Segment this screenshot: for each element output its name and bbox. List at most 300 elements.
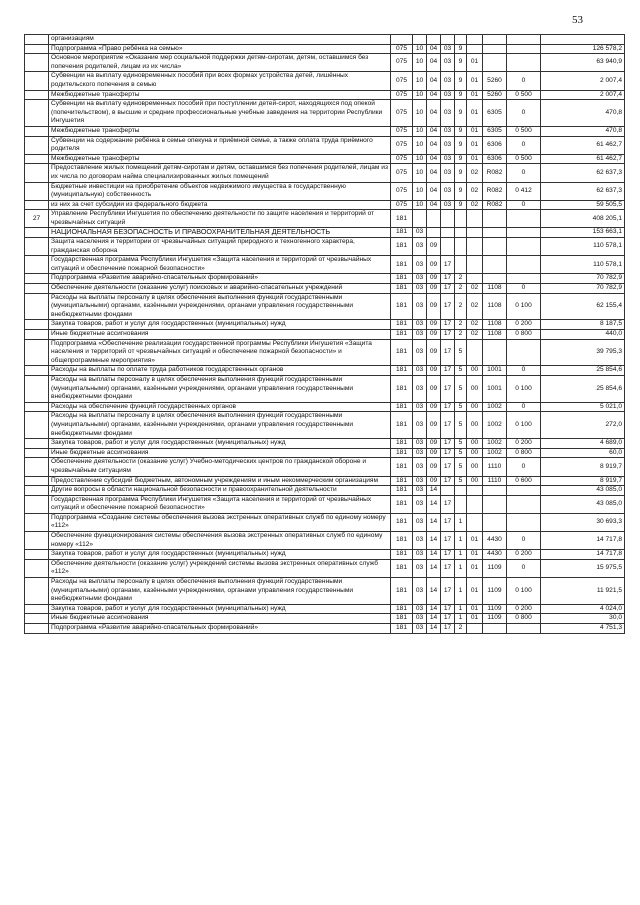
program-code-cell: 17 <box>441 458 455 476</box>
amount-cell: 8 187,5 <box>541 320 625 330</box>
program-code-cell: 17 <box>441 448 455 458</box>
section-code-cell: 10 <box>413 154 427 164</box>
ministry-code-cell: 181 <box>391 559 413 577</box>
direction-code-cell: 1002 <box>483 402 507 412</box>
item-name-cell: Подпрограмма «Право ребёнка на семью» <box>49 44 391 54</box>
item-name-cell: организациям <box>49 35 391 45</box>
direction-code-cell: 4430 <box>483 550 507 560</box>
direction-code-cell: 1109 <box>483 578 507 605</box>
subsection-code-cell: 04 <box>427 126 441 136</box>
row-number-cell <box>25 54 49 72</box>
amount-cell: 110 578,1 <box>541 256 625 274</box>
item-name-cell: Закупка товаров, работ и услуг для государственных (муниципальных) нужд <box>49 439 391 449</box>
subprogram-code-cell: 9 <box>455 126 467 136</box>
program-code-cell: 03 <box>441 200 455 210</box>
item-name-cell: Межбюджетные трансферты <box>49 126 391 136</box>
expense-type-code-cell: 0 <box>507 100 541 127</box>
event-code-cell: 00 <box>467 412 483 439</box>
expense-type-code-cell: 0 100 <box>507 293 541 320</box>
event-code-cell: 01 <box>467 126 483 136</box>
amount-cell: 14 717,8 <box>541 532 625 550</box>
amount-cell: 43 085,0 <box>541 486 625 496</box>
section-code-cell: 03 <box>413 448 427 458</box>
row-number-cell <box>25 164 49 182</box>
table-row <box>25 624 625 634</box>
amount-cell: 43 085,0 <box>541 495 625 513</box>
program-code-cell: 03 <box>441 100 455 127</box>
expense-type-code-cell: 0 <box>507 284 541 294</box>
subprogram-code-cell: 2 <box>455 274 467 284</box>
subsection-code-cell <box>427 228 441 238</box>
expense-type-code-cell <box>507 495 541 513</box>
amount-cell: 25 854,6 <box>541 366 625 376</box>
section-code-cell <box>413 35 427 45</box>
direction-code-cell: 1108 <box>483 320 507 330</box>
item-name-cell: Бюджетные инвестиции на приобретение объектов недвижимого имущества в государственную (муниципальную) собственность <box>49 182 391 200</box>
direction-code-cell: 1109 <box>483 614 507 624</box>
ministry-code-cell: 181 <box>391 293 413 320</box>
item-name-cell: Расходы на выплаты персоналу в целях обеспечения выполнения функций государственными (муниципальными) органами, казёнными учреждениями, органами управления государственными внебюджетными фондами <box>49 375 391 402</box>
amount-cell: 39 795,3 <box>541 339 625 366</box>
row-number-cell <box>25 550 49 560</box>
ministry-code-cell: 181 <box>391 513 413 531</box>
subprogram-code-cell: 5 <box>455 375 467 402</box>
subprogram-code-cell: 2 <box>455 284 467 294</box>
table-row <box>25 182 625 200</box>
section-code-cell: 03 <box>413 439 427 449</box>
ministry-code-cell: 181 <box>391 320 413 330</box>
ministry-code-cell: 181 <box>391 458 413 476</box>
program-code-cell <box>441 228 455 238</box>
amount-cell: 59 505,5 <box>541 200 625 210</box>
row-number-cell <box>25 154 49 164</box>
ministry-code-cell: 181 <box>391 604 413 614</box>
ministry-code-cell: 181 <box>391 274 413 284</box>
table-row <box>25 274 625 284</box>
program-code-cell: 03 <box>441 154 455 164</box>
item-name-cell: Подпрограмма «Развитие аварийно-спасательных формирований» <box>49 624 391 634</box>
event-code-cell: 02 <box>467 200 483 210</box>
ministry-code-cell: 181 <box>391 578 413 605</box>
table-row <box>25 614 625 624</box>
item-name-cell: Подпрограмма «Обеспечение реализации государственной программы Республики Ингушетия «Защита населения и территорий от чрезвычайных ситуаций и обеспечение пожарной безопасности» и общепрограммные мероприятия» <box>49 339 391 366</box>
amount-cell: 14 717,8 <box>541 550 625 560</box>
expense-type-code-cell: 0 100 <box>507 375 541 402</box>
item-name-cell: Государственная программа Республики Ингушетия «Защита населения и территорий от чрезвычайных ситуаций и обеспечение пожарной безопасности» <box>49 495 391 513</box>
direction-code-cell <box>483 238 507 256</box>
ministry-code-cell: 181 <box>391 210 413 228</box>
amount-cell: 4 024,0 <box>541 604 625 614</box>
event-code-cell <box>467 513 483 531</box>
ministry-code-cell: 075 <box>391 154 413 164</box>
row-number-cell <box>25 136 49 154</box>
direction-code-cell: 1108 <box>483 284 507 294</box>
subprogram-code-cell: 9 <box>455 182 467 200</box>
subprogram-code-cell: 9 <box>455 164 467 182</box>
direction-code-cell <box>483 274 507 284</box>
direction-code-cell: 1108 <box>483 330 507 340</box>
direction-code-cell: 1109 <box>483 559 507 577</box>
row-number-cell <box>25 182 49 200</box>
event-code-cell: 01 <box>467 550 483 560</box>
row-number-cell <box>25 402 49 412</box>
ministry-code-cell: 075 <box>391 136 413 154</box>
row-number-cell <box>25 339 49 366</box>
row-number-cell <box>25 256 49 274</box>
section-code-cell: 03 <box>413 532 427 550</box>
row-number-cell <box>25 559 49 577</box>
row-number-cell <box>25 513 49 531</box>
program-code-cell: 17 <box>441 604 455 614</box>
amount-cell: 5 021,0 <box>541 402 625 412</box>
subprogram-code-cell <box>455 238 467 256</box>
subprogram-code-cell <box>455 210 467 228</box>
row-number-cell <box>25 412 49 439</box>
section-code-cell: 10 <box>413 182 427 200</box>
subprogram-code-cell: 2 <box>455 624 467 634</box>
amount-cell: 408 205,1 <box>541 210 625 228</box>
ministry-code-cell: 075 <box>391 90 413 100</box>
section-code-cell: 03 <box>413 238 427 256</box>
expense-type-code-cell: 0 412 <box>507 182 541 200</box>
ministry-code-cell: 181 <box>391 486 413 496</box>
item-name-cell: из них за счет субсидии из федерального бюджета <box>49 200 391 210</box>
subprogram-code-cell: 9 <box>455 90 467 100</box>
section-code-cell: 03 <box>413 339 427 366</box>
amount-cell: 8 919,7 <box>541 476 625 486</box>
event-code-cell <box>467 256 483 274</box>
subsection-code-cell: 14 <box>427 559 441 577</box>
subprogram-code-cell: 1 <box>455 578 467 605</box>
table-row <box>25 320 625 330</box>
table-row <box>25 339 625 366</box>
direction-code-cell: 1110 <box>483 476 507 486</box>
subsection-code-cell: 04 <box>427 182 441 200</box>
subprogram-code-cell: 5 <box>455 402 467 412</box>
table-row <box>25 604 625 614</box>
event-code-cell <box>467 44 483 54</box>
amount-cell: 61 462,7 <box>541 154 625 164</box>
expense-type-code-cell: 0 500 <box>507 90 541 100</box>
expense-type-code-cell <box>507 228 541 238</box>
table-row <box>25 476 625 486</box>
item-name-cell: Подпрограмма «Развитие аварийно-спасательных формирований» <box>49 274 391 284</box>
item-name-cell: Закупка товаров, работ и услуг для государственных (муниципальных) нужд <box>49 604 391 614</box>
item-name-cell: Управление Республики Ингушетия по обеспечению деятельности по защите населения и территорий от чрезвычайных ситуаций <box>49 210 391 228</box>
ministry-code-cell: 181 <box>391 366 413 376</box>
row-number-cell <box>25 274 49 284</box>
direction-code-cell: 1001 <box>483 366 507 376</box>
section-code-cell: 03 <box>413 330 427 340</box>
direction-code-cell: 6305 <box>483 100 507 127</box>
ministry-code-cell: 075 <box>391 182 413 200</box>
table-row <box>25 228 625 238</box>
row-number-cell <box>25 284 49 294</box>
direction-code-cell: 6305 <box>483 126 507 136</box>
section-code-cell: 03 <box>413 284 427 294</box>
subsection-code-cell: 09 <box>427 339 441 366</box>
table-row <box>25 35 625 45</box>
section-code-cell: 10 <box>413 72 427 90</box>
row-number-cell <box>25 604 49 614</box>
table-row <box>25 90 625 100</box>
section-code-cell: 03 <box>413 228 427 238</box>
event-code-cell: 01 <box>467 54 483 72</box>
table-row <box>25 486 625 496</box>
direction-code-cell <box>483 495 507 513</box>
program-code-cell: 03 <box>441 136 455 154</box>
ministry-code-cell: 181 <box>391 614 413 624</box>
event-code-cell: 02 <box>467 182 483 200</box>
row-number-cell <box>25 330 49 340</box>
table-row <box>25 238 625 256</box>
item-name-cell: Другие вопросы в области национальной безопасности и правоохранительной деятельности <box>49 486 391 496</box>
direction-code-cell <box>483 35 507 45</box>
row-number-cell <box>25 90 49 100</box>
expense-type-code-cell: 0 <box>507 366 541 376</box>
ministry-code-cell: 181 <box>391 330 413 340</box>
row-number-cell <box>25 35 49 45</box>
event-code-cell: 01 <box>467 614 483 624</box>
subprogram-code-cell: 5 <box>455 366 467 376</box>
row-number-cell <box>25 238 49 256</box>
row-number-cell <box>25 439 49 449</box>
ministry-code-cell: 181 <box>391 412 413 439</box>
section-code-cell <box>413 210 427 228</box>
section-code-cell: 10 <box>413 100 427 127</box>
direction-code-cell: 6306 <box>483 154 507 164</box>
event-code-cell: 01 <box>467 90 483 100</box>
amount-cell: 63 940,9 <box>541 54 625 72</box>
direction-code-cell: 1002 <box>483 412 507 439</box>
program-code-cell: 17 <box>441 614 455 624</box>
section-code-cell: 03 <box>413 624 427 634</box>
event-code-cell: 02 <box>467 164 483 182</box>
section-code-cell: 10 <box>413 126 427 136</box>
row-number-cell <box>25 200 49 210</box>
item-name-cell: Обеспечение деятельности (оказание услуг) Учебно-методических центров по гражданской обороне и чрезвычайным ситуациям <box>49 458 391 476</box>
subsection-code-cell: 09 <box>427 320 441 330</box>
expense-type-code-cell: 0 200 <box>507 550 541 560</box>
row-number-cell <box>25 532 49 550</box>
subprogram-code-cell <box>455 495 467 513</box>
event-code-cell <box>467 35 483 45</box>
row-number-cell <box>25 458 49 476</box>
subprogram-code-cell: 5 <box>455 412 467 439</box>
table-row <box>25 44 625 54</box>
item-name-cell: Обеспечение деятельности (оказание услуг) поисковых и аварийно-спасательных учреждений <box>49 284 391 294</box>
event-code-cell: 01 <box>467 604 483 614</box>
amount-cell: 30 693,3 <box>541 513 625 531</box>
program-code-cell: 17 <box>441 412 455 439</box>
subprogram-code-cell: 5 <box>455 448 467 458</box>
program-code-cell: 03 <box>441 182 455 200</box>
ministry-code-cell: 181 <box>391 228 413 238</box>
row-number-cell <box>25 624 49 634</box>
section-code-cell: 10 <box>413 54 427 72</box>
table-row <box>25 578 625 605</box>
ministry-code-cell: 181 <box>391 339 413 366</box>
subsection-code-cell: 14 <box>427 486 441 496</box>
amount-cell: 8 919,7 <box>541 458 625 476</box>
row-number-cell <box>25 293 49 320</box>
subsection-code-cell: 09 <box>427 330 441 340</box>
event-code-cell: 02 <box>467 293 483 320</box>
table-row <box>25 439 625 449</box>
item-name-cell: Защита населения и территории от чрезвычайных ситуаций природного и техногенного характера, гражданская оборона <box>49 238 391 256</box>
amount-cell: 272,0 <box>541 412 625 439</box>
program-code-cell: 17 <box>441 550 455 560</box>
program-code-cell: 17 <box>441 532 455 550</box>
event-code-cell: 01 <box>467 154 483 164</box>
table-row <box>25 293 625 320</box>
table-row <box>25 154 625 164</box>
row-number-cell <box>25 578 49 605</box>
ministry-code-cell: 181 <box>391 256 413 274</box>
program-code-cell: 17 <box>441 256 455 274</box>
event-code-cell <box>467 238 483 256</box>
expense-type-code-cell: 0 <box>507 200 541 210</box>
item-name-cell: Иные бюджетные ассигнования <box>49 614 391 624</box>
amount-cell: 4 751,3 <box>541 624 625 634</box>
program-code-cell: 17 <box>441 330 455 340</box>
table-row <box>25 532 625 550</box>
expense-type-code-cell: 0 200 <box>507 320 541 330</box>
subprogram-code-cell <box>455 486 467 496</box>
item-name-cell: Межбюджетные трансферты <box>49 154 391 164</box>
expense-type-code-cell: 0 500 <box>507 154 541 164</box>
ministry-code-cell: 075 <box>391 100 413 127</box>
ministry-code-cell: 181 <box>391 238 413 256</box>
program-code-cell: 03 <box>441 54 455 72</box>
item-name-cell: Расходы на выплаты персоналу в целях обеспечения выполнения функций государственными (муниципальными) органами, казёнными учреждениями, органами управления государственными внебюджетными фондами <box>49 412 391 439</box>
ministry-code-cell: 075 <box>391 44 413 54</box>
subprogram-code-cell: 9 <box>455 44 467 54</box>
subsection-code-cell: 04 <box>427 100 441 127</box>
subsection-code-cell: 09 <box>427 448 441 458</box>
subprogram-code-cell: 1 <box>455 532 467 550</box>
expense-type-code-cell <box>507 44 541 54</box>
item-name-cell: Расходы на выплаты персоналу в целях обеспечения выполнения функций государственными (муниципальными) органами, казёнными учреждениями, органами управления государственными внебюджетными фондами <box>49 578 391 605</box>
expense-type-code-cell: 0 800 <box>507 614 541 624</box>
direction-code-cell: 1001 <box>483 375 507 402</box>
program-code-cell: 17 <box>441 375 455 402</box>
expense-type-code-cell <box>507 238 541 256</box>
direction-code-cell: 1108 <box>483 293 507 320</box>
expense-type-code-cell: 0 <box>507 458 541 476</box>
section-code-cell: 10 <box>413 44 427 54</box>
subprogram-code-cell: 1 <box>455 550 467 560</box>
amount-cell: 470,8 <box>541 126 625 136</box>
item-name-cell: Субвенции на содержание ребёнка в семье опекуна и приёмной семье, а также оплата труда приёмного родителя <box>49 136 391 154</box>
amount-cell: 30,0 <box>541 614 625 624</box>
section-code-cell: 03 <box>413 550 427 560</box>
program-code-cell: 17 <box>441 578 455 605</box>
subprogram-code-cell: 9 <box>455 72 467 90</box>
subprogram-code-cell: 1 <box>455 559 467 577</box>
expense-type-code-cell: 0 <box>507 559 541 577</box>
ministry-code-cell: 075 <box>391 200 413 210</box>
table-row <box>25 164 625 182</box>
table-row <box>25 366 625 376</box>
subsection-code-cell: 09 <box>427 238 441 256</box>
amount-cell: 60,0 <box>541 448 625 458</box>
subsection-code-cell: 14 <box>427 532 441 550</box>
ministry-code-cell: 181 <box>391 375 413 402</box>
program-code-cell: 17 <box>441 274 455 284</box>
program-code-cell: 17 <box>441 495 455 513</box>
event-code-cell: 00 <box>467 448 483 458</box>
subsection-code-cell: 04 <box>427 154 441 164</box>
expense-type-code-cell: 0 800 <box>507 448 541 458</box>
row-number-cell <box>25 614 49 624</box>
expense-type-code-cell <box>507 486 541 496</box>
item-name-cell: Предоставление субсидий бюджетным, автономным учреждениям и иным некоммерческим организациям <box>49 476 391 486</box>
ministry-code-cell <box>391 35 413 45</box>
table-row <box>25 412 625 439</box>
ministry-code-cell: 181 <box>391 439 413 449</box>
item-name-cell: Иные бюджетные ассигнования <box>49 330 391 340</box>
expense-type-code-cell <box>507 54 541 72</box>
program-code-cell: 03 <box>441 90 455 100</box>
expense-type-code-cell <box>507 256 541 274</box>
section-code-cell: 03 <box>413 293 427 320</box>
ministry-code-cell: 181 <box>391 532 413 550</box>
expense-type-code-cell: 0 <box>507 532 541 550</box>
event-code-cell: 01 <box>467 532 483 550</box>
program-code-cell: 17 <box>441 476 455 486</box>
subprogram-code-cell: 2 <box>455 320 467 330</box>
subsection-code-cell: 04 <box>427 90 441 100</box>
program-code-cell: 17 <box>441 559 455 577</box>
table-row <box>25 448 625 458</box>
subsection-code-cell: 09 <box>427 458 441 476</box>
expense-type-code-cell: 0 100 <box>507 578 541 605</box>
subsection-code-cell: 14 <box>427 550 441 560</box>
program-code-cell: 03 <box>441 44 455 54</box>
event-code-cell: 02 <box>467 330 483 340</box>
amount-cell: 2 007,4 <box>541 90 625 100</box>
event-code-cell: 00 <box>467 375 483 402</box>
expense-type-code-cell <box>507 624 541 634</box>
subsection-code-cell: 09 <box>427 293 441 320</box>
section-code-cell: 03 <box>413 402 427 412</box>
program-code-cell: 17 <box>441 339 455 366</box>
section-code-cell: 03 <box>413 320 427 330</box>
table-row <box>25 100 625 127</box>
table-row <box>25 559 625 577</box>
event-code-cell <box>467 339 483 366</box>
amount-cell: 62 637,3 <box>541 164 625 182</box>
subprogram-code-cell <box>455 228 467 238</box>
subprogram-code-cell: 2 <box>455 330 467 340</box>
expense-type-code-cell: 0 800 <box>507 330 541 340</box>
section-code-cell: 03 <box>413 412 427 439</box>
event-code-cell: 01 <box>467 100 483 127</box>
row-number-cell <box>25 486 49 496</box>
section-code-cell: 03 <box>413 604 427 614</box>
program-code-cell <box>441 486 455 496</box>
ministry-code-cell: 181 <box>391 550 413 560</box>
direction-code-cell <box>483 339 507 366</box>
table-row <box>25 256 625 274</box>
item-name-cell: Субвенции на выплату единовременных пособий при поступлении детей-сирот, находящихся под опекой (попечительством), в высшие и средние профессиональные учебные заведения на территории Республики Ингушетия <box>49 100 391 127</box>
expense-type-code-cell: 0 <box>507 72 541 90</box>
event-code-cell: 00 <box>467 476 483 486</box>
section-code-cell: 10 <box>413 164 427 182</box>
table-body <box>25 35 625 634</box>
item-name-cell: Закупка товаров, работ и услуг для государственных (муниципальных) нужд <box>49 320 391 330</box>
